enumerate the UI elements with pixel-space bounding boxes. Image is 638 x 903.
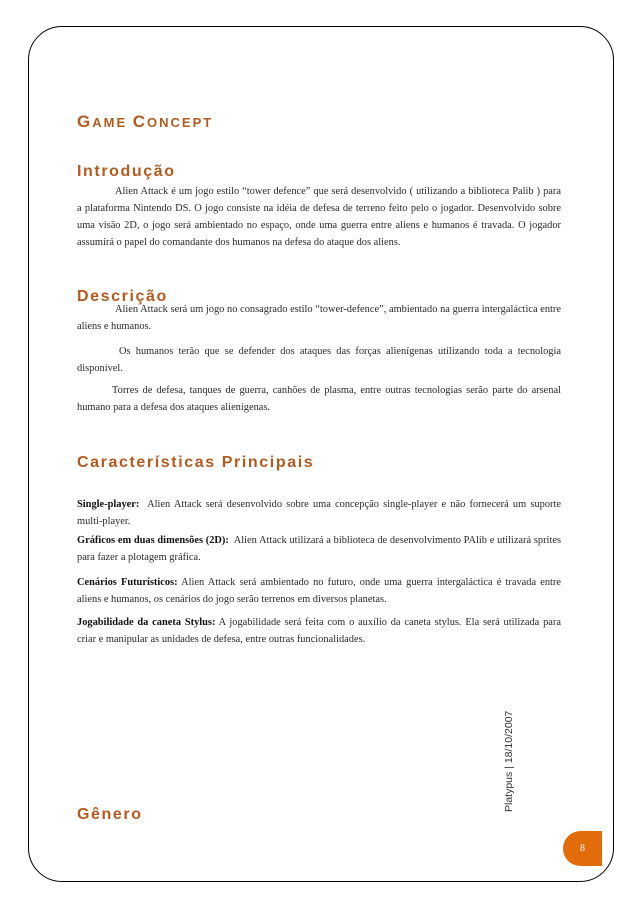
feature-text: A jogabilidade será feita com o auxílio da caneta stylus. Ela será utilizada para criar e manipular as unidades de defesa, entre outras funcionalidades. xyxy=(77,617,561,645)
feature-text: Alien Attack será desenvolvido sobre uma concepção single-player e não fornecerá um suporte multi-player. xyxy=(77,499,561,527)
feature-label: Cenários Futurísticos: xyxy=(77,577,178,588)
paragraph-introducao: Alien Attack é um jogo estilo “tower defence” que será desenvolvido ( utilizando a biblioteca Palib ) para a plataforma Nintendo DS. O jogo consiste na idéia de defesa de terreno feito pelo o jogador. Desenvolvido sobre uma visão 2D, o jogo será ambientado no espaço, onde uma guerra entre aliens e humanos é travada. O jogador assumirá o papel do comandante dos humanos na defesa do ataque dos aliens. xyxy=(77,186,561,248)
title-rest-oncept: ONCEPT xyxy=(147,115,214,130)
side-label-author-date: Platypus | 18/10/2007 xyxy=(503,710,515,812)
paragraph-descricao-1: Alien Attack será um jogo no consagrado estilo “tower-defence”, ambientado na guerra intergaláctica entre aliens e humanos. xyxy=(77,304,561,332)
page-number-badge: 8 xyxy=(563,831,602,866)
feature-label: Gráficos em duas dimensões (2D): xyxy=(77,535,229,546)
feature-text: Alien Attack será ambientado no futuro, onde uma guerra intergaláctica é travada entre aliens e humanos, os cenários do jogo serão terrenos em diversos planetas. xyxy=(77,577,561,605)
heading-descricao: Descrição xyxy=(77,288,168,305)
feature-label: Single-player: xyxy=(77,499,140,510)
feature-label: Jogabilidade da caneta Stylus: xyxy=(77,617,216,628)
title-initial-c: C xyxy=(132,112,148,131)
feature-caneta-stylus xyxy=(77,614,561,648)
feature-cenarios-futuristicos xyxy=(77,574,561,608)
heading-genero: Gênero xyxy=(77,806,143,823)
document-title xyxy=(77,112,213,132)
heading-introducao: Introdução xyxy=(77,163,176,180)
heading-caracteristicas: Características Principais xyxy=(77,454,315,471)
feature-text: Alien Attack utilizará a biblioteca de desenvolvimento PAlib e utilizará sprites para fazer a plotagem gráfica. xyxy=(77,535,561,563)
feature-single-player xyxy=(77,496,561,530)
feature-graficos-2d xyxy=(77,532,561,566)
paragraph-descricao-3: Torres de defesa, tanques de guerra, canhões de plasma, entre outras tecnologias serão parte do arsenal humano para a defesa dos ataques alienígenas. xyxy=(77,385,561,413)
title-rest-ame: AME xyxy=(92,115,128,130)
paragraph-descricao-2: Os humanos terão que se defender dos ataques das forças alienígenas utilizando toda a tecnologia disponível. xyxy=(77,346,561,374)
title-initial-g: G xyxy=(77,112,93,131)
